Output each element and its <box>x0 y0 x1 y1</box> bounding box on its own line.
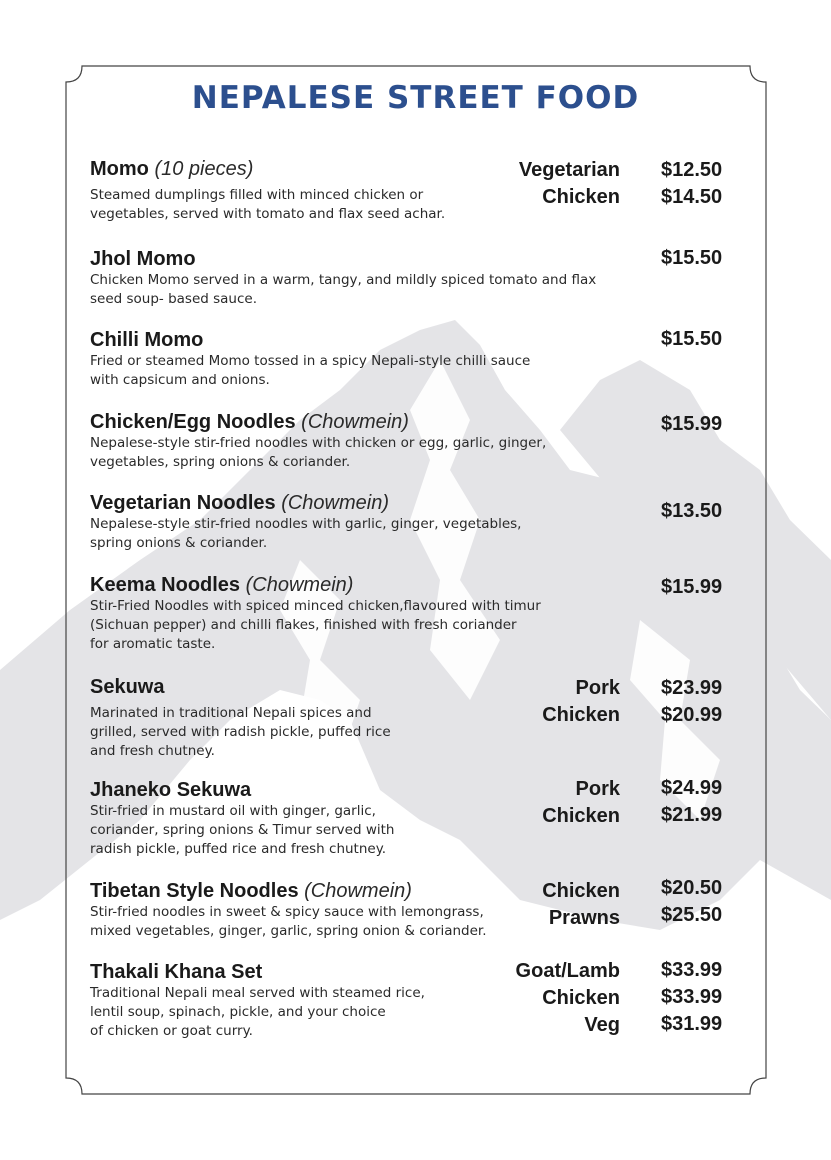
menu-item-sekuwa <box>90 675 740 761</box>
item-subtitle: (Chowmein) <box>245 574 354 596</box>
item-name: Vegetarian Noodles <box>90 492 276 514</box>
item-options <box>519 157 620 211</box>
item-prices <box>661 498 722 525</box>
price: $33.99 <box>661 959 723 981</box>
option-label: Chicken <box>542 186 620 208</box>
item-description: Chicken Momo served in a warm, tangy, and mildly spiced tomato and flax seed soup- based sauce. <box>90 272 597 307</box>
price: $20.99 <box>661 704 723 726</box>
option-label: Goat/Lamb <box>515 960 620 982</box>
menu-title: NEPALESE STREET FOOD <box>191 80 640 116</box>
item-name: Sekuwa <box>90 676 165 698</box>
price: $15.50 <box>661 328 723 350</box>
price: $24.99 <box>661 777 723 799</box>
item-options <box>542 776 620 830</box>
price: $15.50 <box>661 247 723 269</box>
item-description: Stir-Fried Noodles with spiced minced chicken,flavoured with timur (Sichuan pepper) and chilli flakes, finished with fresh coriander for aromatic taste. <box>90 598 541 652</box>
option-label: Vegetarian <box>518 159 620 181</box>
item-prices <box>661 411 722 438</box>
item-prices <box>661 875 722 929</box>
item-prices <box>661 157 722 211</box>
item-name: Tibetan Style Noodles <box>90 880 299 902</box>
option-label: Chicken <box>542 704 620 726</box>
menu-item-momo <box>90 157 740 224</box>
menu-item-thakali-khana-set <box>90 960 740 1041</box>
item-description: Stir-fried in mustard oil with ginger, garlic, coriander, spring onions & Timur served with radish pickle, puffed rice and fresh chutney. <box>90 803 395 857</box>
price: $21.99 <box>661 804 723 826</box>
item-name: Jhaneko Sekuwa <box>90 779 252 801</box>
item-subtitle: (Chowmein) <box>301 411 409 433</box>
menu-item-tibetan-style-noodles <box>90 879 740 941</box>
menu-item-keema-noodles <box>90 573 740 654</box>
price: $31.99 <box>661 1013 723 1035</box>
item-options <box>516 958 620 1039</box>
option-label: Pork <box>575 677 620 699</box>
item-name: Jhol Momo <box>90 248 196 270</box>
item-prices <box>661 326 722 353</box>
menu-item-chicken-egg-noodles <box>90 410 740 472</box>
menu-item-jhaneko-sekuwa <box>90 778 740 859</box>
item-subtitle: (Chowmein) <box>304 880 412 902</box>
item-name: Momo <box>90 158 149 180</box>
item-description: Nepalese-style stir-fried noodles with chicken or egg, garlic, ginger, vegetables, spring onions & coriander. <box>90 435 547 470</box>
option-label: Pork <box>575 778 620 800</box>
item-prices <box>661 957 722 1038</box>
item-subtitle: (10 pieces) <box>154 158 254 180</box>
menu-item-jhol-momo <box>90 247 740 309</box>
price: $15.99 <box>661 576 723 598</box>
price: $14.50 <box>661 186 723 208</box>
item-name: Thakali Khana Set <box>90 961 263 983</box>
item-prices <box>661 775 722 829</box>
item-name: Chilli Momo <box>90 329 204 351</box>
item-options <box>542 878 620 932</box>
price: $20.50 <box>661 877 723 899</box>
price: $25.50 <box>661 904 723 926</box>
option-label: Chicken <box>542 880 620 902</box>
option-label: Prawns <box>548 907 620 929</box>
price: $33.99 <box>661 986 723 1008</box>
menu-item-chilli-momo <box>90 328 740 390</box>
option-label: Veg <box>584 1014 620 1036</box>
item-description: Fried or steamed Momo tossed in a spicy Nepali-style chilli sauce with capsicum and onions. <box>90 353 531 388</box>
item-prices <box>661 675 722 729</box>
price: $12.50 <box>661 159 723 181</box>
option-label: Chicken <box>542 987 620 1009</box>
item-options <box>542 675 620 729</box>
item-prices <box>661 245 722 272</box>
item-description: Marinated in traditional Nepali spices and grilled, served with radish pickle, puffed rice and fresh chutney. <box>90 705 391 759</box>
item-description: Stir-fried noodles in sweet & spicy sauce with lemongrass, mixed vegetables, ginger, garlic, spring onion & coriander. <box>90 904 487 939</box>
item-prices <box>661 574 722 601</box>
item-name: Chicken/Egg Noodles <box>90 411 296 433</box>
menu-item-vegetarian-noodles <box>90 491 740 553</box>
item-name: Keema Noodles <box>90 574 241 596</box>
price: $13.50 <box>661 500 723 522</box>
item-description: Steamed dumplings filled with minced chicken or vegetables, served with tomato and flax seed achar. <box>90 187 446 222</box>
item-description: Traditional Nepali meal served with steamed rice, lentil soup, spinach, pickle, and your choice of chicken or goat curry. <box>90 985 425 1039</box>
item-subtitle: (Chowmein) <box>281 492 389 514</box>
price: $23.99 <box>661 677 723 699</box>
item-description: Nepalese-style stir-fried noodles with garlic, ginger, vegetables, spring onions & coriander. <box>90 516 522 551</box>
option-label: Chicken <box>542 805 620 827</box>
price: $15.99 <box>661 413 723 435</box>
